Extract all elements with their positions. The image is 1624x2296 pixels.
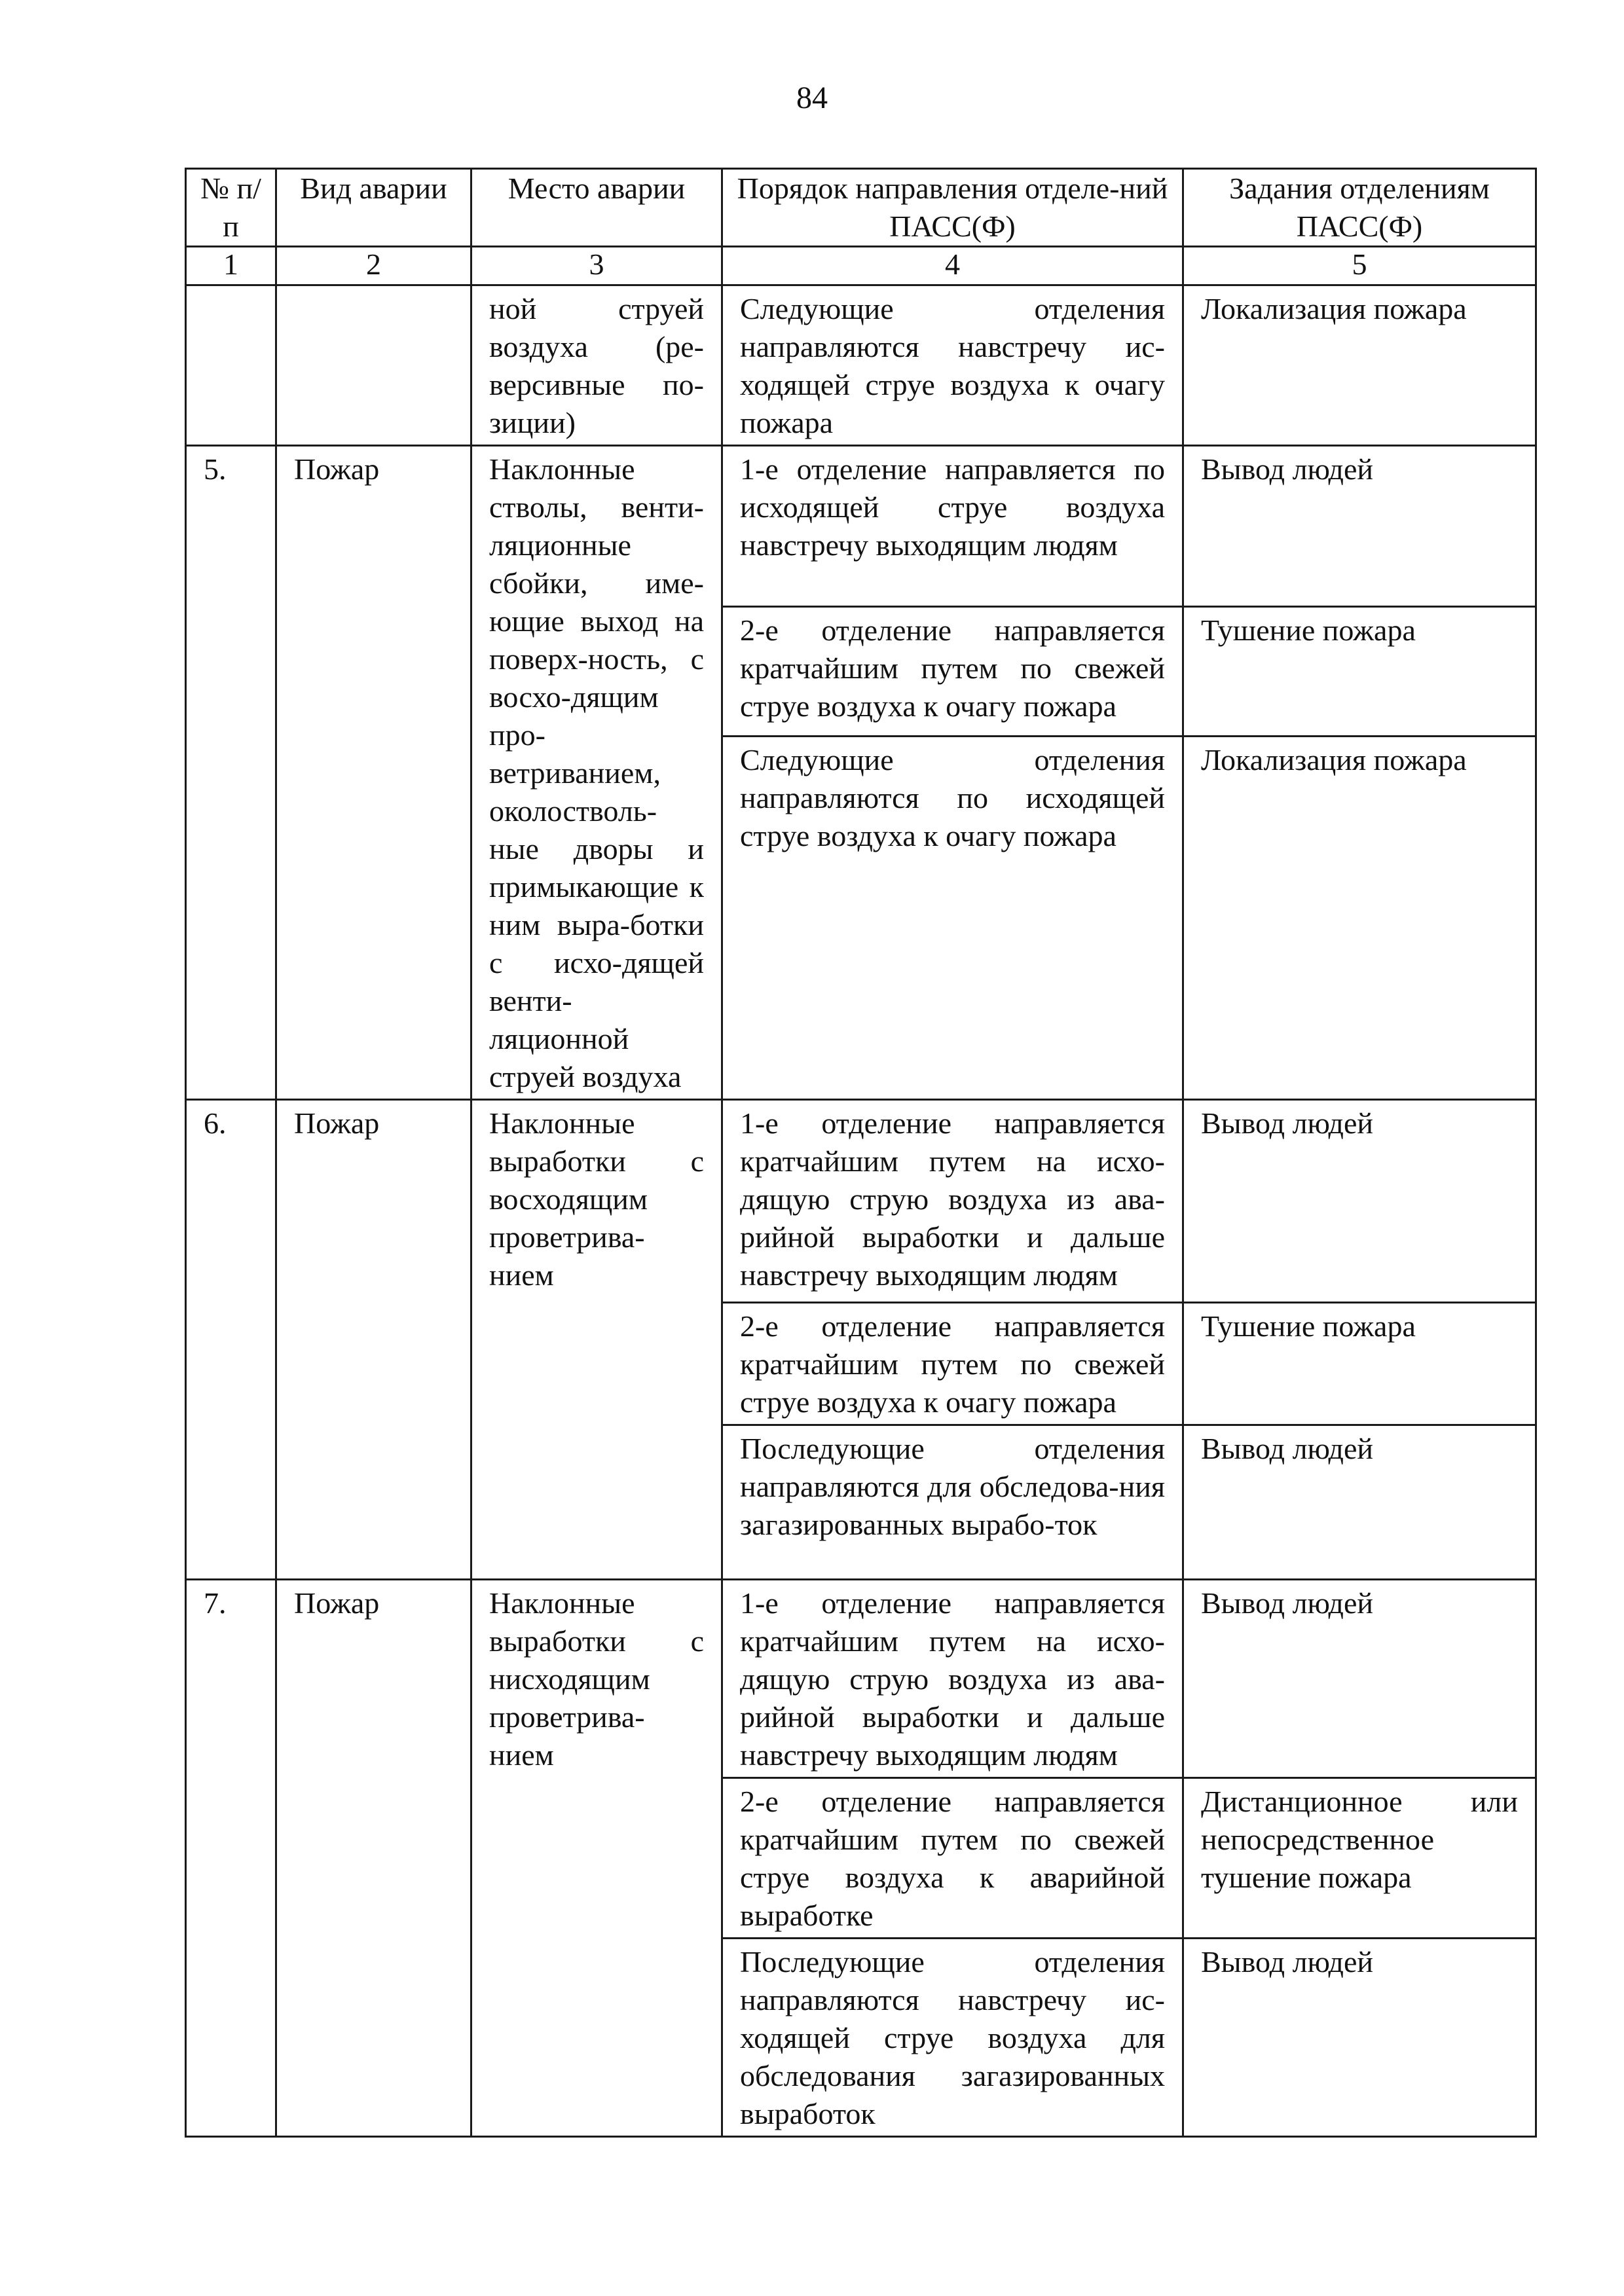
accident-place-cell: Наклонные стволы, венти-ляционные сбойки, име-ющие выход на поверх-ность, с восхо-дящим про-ветриванием, околостволь-ные дворы и примыкающие к ним выра-ботки с исхо-дящей венти-ляционной струей воздуха: [471, 446, 722, 1100]
accident-type-cell: Пожар: [276, 1100, 471, 1580]
task-cell: Вывод людей: [1183, 1425, 1536, 1580]
dispatch-order-cell: Следующие отделения направляются навстречу ис-ходящей струе воздуха к очагу пожара: [722, 285, 1183, 446]
column-number-row: [186, 247, 1536, 285]
task-cell: Локализация пожара: [1183, 736, 1536, 1099]
accident-type-cell: [276, 285, 471, 446]
dispatch-order-cell: 1-е отделение направляется кратчайшим путем на исхо-дящую струю воздуха из ава-рийной выработки и дальше навстречу выходящим людям: [722, 1580, 1183, 1778]
table-row: [186, 1100, 1536, 1303]
dispatch-order-cell: Следующие отделения направляются по исходящей струе воздуха к очагу пожара: [722, 736, 1183, 1099]
dispatch-order-cell: 2-е отделение направляется кратчайшим путем по свежей струе воздуха к очагу пожара: [722, 607, 1183, 736]
column-number: 5: [1183, 247, 1536, 285]
table-row: [186, 285, 1536, 446]
accident-type-cell: Пожар: [276, 446, 471, 1100]
task-cell: Вывод людей: [1183, 446, 1536, 607]
accident-type-cell: Пожар: [276, 1580, 471, 2137]
task-cell: Тушение пожара: [1183, 607, 1536, 736]
column-number: 2: [276, 247, 471, 285]
dispatch-order-cell: 2-е отделение направляется кратчайшим путем по свежей струе воздуха к аварийной выработке: [722, 1778, 1183, 1939]
task-cell: Вывод людей: [1183, 1580, 1536, 1778]
header-accident-place: Место аварии: [471, 169, 722, 247]
row-number-cell: 6.: [186, 1100, 276, 1580]
row-number-cell: [186, 285, 276, 446]
task-cell: Вывод людей: [1183, 1939, 1536, 2137]
dispatch-order-cell: Последующие отделения направляются навстречу ис-ходящей струе воздуха для обследования загазированных выработок: [722, 1939, 1183, 2137]
accident-response-table: [185, 168, 1537, 2138]
column-number: 1: [186, 247, 276, 285]
task-cell: Дистанционное или непосредственное тушение пожара: [1183, 1778, 1536, 1939]
accident-place-cell: Наклонные выработки с восходящим проветрива-нием: [471, 1100, 722, 1580]
header-accident-type: Вид аварии: [276, 169, 471, 247]
dispatch-order-cell: 1-е отделение направляется кратчайшим путем на исхо-дящую струю воздуха из ава-рийной выработки и дальше навстречу выходящим людям: [722, 1100, 1183, 1303]
dispatch-order-cell: 2-е отделение направляется кратчайшим путем по свежей струе воздуха к очагу пожара: [722, 1303, 1183, 1425]
header-row: [186, 169, 1536, 247]
task-cell: Локализация пожара: [1183, 285, 1536, 446]
task-cell: Вывод людей: [1183, 1100, 1536, 1303]
row-number-cell: 7.: [186, 1580, 276, 2137]
accident-place-cell: ной струей воздуха (ре-версивные по-зиции): [471, 285, 722, 446]
column-number: 3: [471, 247, 722, 285]
column-number: 4: [722, 247, 1183, 285]
dispatch-order-cell: 1-е отделение направляется по исходящей струе воздуха навстречу выходящим людям: [722, 446, 1183, 607]
row-number-cell: 5.: [186, 446, 276, 1100]
page-number: 84: [796, 81, 828, 115]
header-tasks: Задания отделениям ПАСС(Ф): [1183, 169, 1536, 247]
header-dispatch-order: Порядок направления отделе-ний ПАСС(Ф): [722, 169, 1183, 247]
task-cell: Тушение пожара: [1183, 1303, 1536, 1425]
header-number: № п/п: [186, 169, 276, 247]
dispatch-order-cell: Последующие отделения направляются для обследова-ния загазированных вырабо-ток: [722, 1425, 1183, 1580]
table-row: [186, 446, 1536, 607]
accident-place-cell: Наклонные выработки с нисходящим проветрива-нием: [471, 1580, 722, 2137]
table-row: [186, 1580, 1536, 1778]
